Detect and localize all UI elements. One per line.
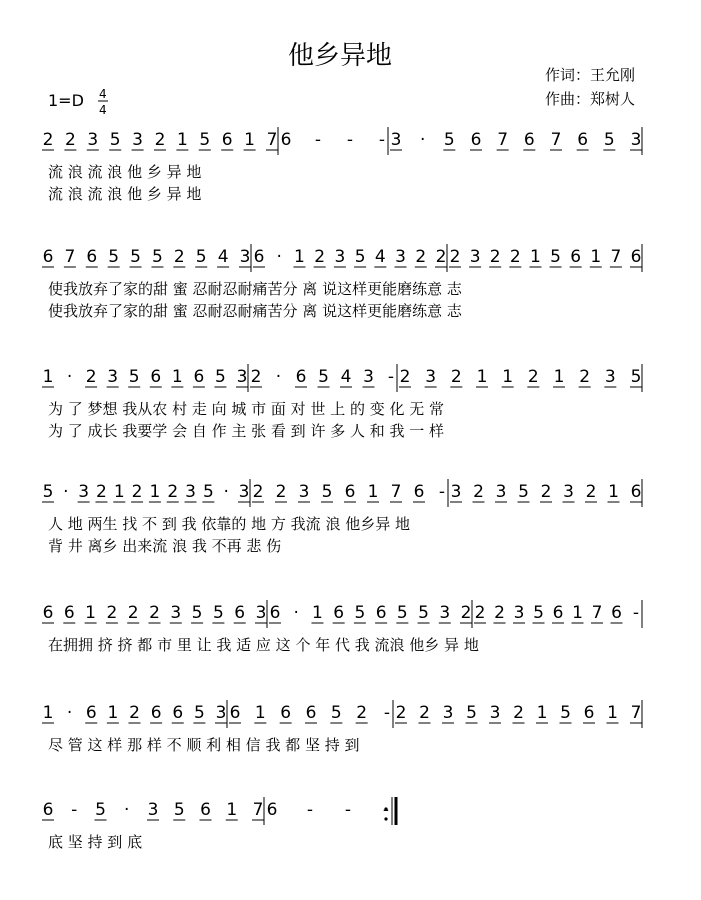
note-digit: 5 bbox=[418, 603, 429, 623]
note-digit: 3 bbox=[185, 482, 196, 502]
note-digit: 3 bbox=[239, 247, 251, 267]
note-digit: 4 bbox=[217, 247, 229, 267]
note-digit: 6 bbox=[200, 800, 211, 820]
note-digit: 5 bbox=[560, 703, 571, 723]
note-digit: 2 bbox=[356, 703, 368, 723]
note-digit: 1 bbox=[608, 482, 619, 502]
note-digit: 1 bbox=[171, 367, 183, 387]
note-digit: 7 bbox=[64, 247, 76, 267]
note-digit: 6 bbox=[234, 603, 246, 623]
note-digit: 2 bbox=[96, 482, 107, 502]
note-digit: 2 bbox=[527, 367, 539, 387]
note-digit: 3 bbox=[450, 482, 462, 502]
note-digit: 6 bbox=[295, 367, 307, 387]
note-digit: 3 bbox=[298, 482, 310, 502]
note-digit: 2 bbox=[585, 482, 597, 502]
note-digit: 7 bbox=[591, 603, 603, 623]
note-digit: 6 bbox=[42, 603, 54, 623]
note-digit: 2 bbox=[64, 130, 76, 150]
note-digit: 5 bbox=[173, 800, 185, 820]
dot-mark: · bbox=[223, 482, 229, 502]
note-digit: 3 bbox=[78, 482, 90, 502]
note-digit: 6 bbox=[269, 603, 281, 623]
dot-mark: · bbox=[419, 130, 426, 150]
note-digit: 6 bbox=[611, 603, 622, 623]
note-digit: 3 bbox=[439, 603, 451, 623]
note-digit: 6 bbox=[630, 482, 642, 502]
note-digit: 1 bbox=[113, 482, 125, 502]
note-digit: 2 bbox=[435, 247, 447, 267]
note-digit: 5 bbox=[202, 482, 214, 502]
note-digit: 3 bbox=[238, 482, 250, 502]
note-digit: 3 bbox=[513, 603, 525, 623]
note-digit: 2 bbox=[460, 603, 472, 623]
note-digit: 5 bbox=[321, 482, 333, 502]
note-digit: 3 bbox=[563, 482, 574, 502]
note-digit: 5 bbox=[212, 603, 224, 623]
lyric-line: 为 了 成长 我要学 会 自 作 主 张 看 到 许 多 人 和 我 一 样 bbox=[48, 422, 445, 440]
note-digit: 1 bbox=[502, 367, 514, 387]
note-digit: 7 bbox=[266, 130, 278, 150]
note-digit: 6 bbox=[552, 603, 564, 623]
note-digit: 5 bbox=[550, 247, 561, 267]
note-digit: 6 bbox=[305, 703, 317, 723]
note-dash: - bbox=[314, 130, 322, 150]
note-digit: 2 bbox=[513, 703, 524, 723]
note-digit: 6 bbox=[375, 603, 387, 623]
note-digit: 5 bbox=[195, 247, 207, 267]
note-digit: 2 bbox=[509, 247, 521, 267]
note-digit: 6 bbox=[583, 703, 595, 723]
note-digit: 1 bbox=[254, 703, 266, 723]
note-digit: 6 bbox=[470, 130, 482, 150]
note-digit: 1 bbox=[294, 247, 305, 267]
note-digit: 5 bbox=[215, 367, 226, 387]
note-digit: 5 bbox=[630, 367, 642, 387]
note-digit: 3 bbox=[425, 367, 437, 387]
note-digit: 6 bbox=[266, 800, 278, 820]
note-digit: 3 bbox=[604, 367, 616, 387]
note-digit: 2 bbox=[173, 247, 185, 267]
note-digit: 3 bbox=[442, 703, 454, 723]
note-digit: 4 bbox=[340, 367, 352, 387]
lyric-line: 为 了 梦想 我从农 村 走 向 城 市 面 对 世 上 的 变 化 无 常 bbox=[48, 400, 445, 418]
dot-mark: · bbox=[293, 603, 299, 623]
note-digit: 6 bbox=[221, 130, 233, 150]
note-dash: - bbox=[378, 130, 386, 150]
note-digit: 6 bbox=[570, 247, 582, 267]
lyric-line: 流 浪 流 浪 他 乡 异 地 bbox=[48, 163, 202, 181]
note-digit: 2 bbox=[85, 367, 97, 387]
note-dash: - bbox=[344, 800, 352, 820]
note-dash: - bbox=[306, 800, 314, 820]
note-digit: 2 bbox=[167, 482, 179, 502]
note-dash: - bbox=[383, 703, 391, 723]
note-digit: 2 bbox=[399, 367, 411, 387]
note-digit: 2 bbox=[275, 482, 287, 502]
note-dash: - bbox=[632, 603, 640, 623]
note-digit: 5 bbox=[108, 247, 120, 267]
note-digit: 2 bbox=[127, 603, 139, 623]
note-digit: 1 bbox=[42, 367, 54, 387]
key-signature: 1=D bbox=[48, 91, 84, 110]
lyric-line: 使我放弃了家的甜 蜜 忍耐忍耐痛苦分 离 说这样更能磨练意 志 bbox=[48, 302, 462, 320]
note-digit: 7 bbox=[252, 800, 264, 820]
note-digit: 3 bbox=[395, 247, 406, 267]
note-digit: 2 bbox=[129, 703, 140, 723]
note-digit: 2 bbox=[419, 703, 430, 723]
note-digit: 2 bbox=[395, 703, 407, 723]
note-digit: 6 bbox=[280, 130, 292, 150]
note-digit: 2 bbox=[450, 367, 462, 387]
note-digit: 1 bbox=[149, 482, 161, 502]
note-digit: 5 bbox=[466, 703, 477, 723]
note-digit: 7 bbox=[497, 130, 509, 150]
note-digit: 2 bbox=[314, 247, 326, 267]
note-digit: 1 bbox=[607, 703, 618, 723]
lyric-line: 人 地 两生 找 不 到 我 依靠的 地 方 我流 浪 他乡异 地 bbox=[48, 515, 410, 533]
note-digit: 1 bbox=[85, 603, 97, 623]
note-digit: 3 bbox=[495, 482, 507, 502]
note-digit: 6 bbox=[86, 247, 98, 267]
note-digit: 6 bbox=[253, 247, 265, 267]
note-digit: 1 bbox=[176, 130, 188, 150]
note-digit: 6 bbox=[85, 703, 97, 723]
note-digit: 7 bbox=[630, 703, 642, 723]
note-digit: 2 bbox=[489, 247, 501, 267]
lyricist-credit: 作词：王允刚 bbox=[545, 66, 636, 84]
note-dash: - bbox=[382, 800, 390, 820]
note-digit: 5 bbox=[199, 130, 211, 150]
note-digit: 6 bbox=[63, 603, 75, 623]
note-dash: - bbox=[387, 367, 395, 387]
note-digit: 3 bbox=[147, 800, 159, 820]
note-digit: 6 bbox=[413, 482, 425, 502]
lyric-line: 流 浪 流 浪 他 乡 异 地 bbox=[48, 185, 202, 203]
note-digit: 2 bbox=[106, 603, 118, 623]
note-digit: 6 bbox=[630, 247, 642, 267]
note-digit: 2 bbox=[540, 482, 552, 502]
note-digit: 3 bbox=[132, 130, 144, 150]
note-digit: 5 bbox=[443, 130, 455, 150]
note-digit: 5 bbox=[152, 247, 163, 267]
note-digit: 2 bbox=[252, 482, 264, 502]
note-digit: 6 bbox=[42, 800, 54, 820]
note-digit: 1 bbox=[312, 603, 323, 623]
note-digit: 3 bbox=[630, 130, 642, 150]
time-signature-bottom: 4 bbox=[99, 103, 107, 117]
note-digit: 7 bbox=[550, 130, 562, 150]
note-digit: 5 bbox=[109, 130, 121, 150]
note-digit: 1 bbox=[42, 703, 54, 723]
note-digit: 3 bbox=[363, 367, 374, 387]
note-digit: 5 bbox=[354, 603, 366, 623]
note-digit: 1 bbox=[244, 130, 256, 150]
note-digit: 2 bbox=[415, 247, 427, 267]
time-signature-top: 4 bbox=[99, 87, 107, 101]
note-digit: 3 bbox=[107, 367, 119, 387]
dot-mark: · bbox=[124, 800, 130, 820]
note-digit: 5 bbox=[42, 482, 54, 502]
note-dash: - bbox=[71, 800, 78, 820]
song-title: 他乡异地 bbox=[288, 41, 393, 71]
note-digit: 3 bbox=[236, 367, 248, 387]
note-digit: 2 bbox=[131, 482, 143, 502]
note-digit: 7 bbox=[610, 247, 622, 267]
note-digit: 6 bbox=[344, 482, 356, 502]
lyric-line: 在拥拥 挤 挤 都 市 里 让 我 适 应 这 个 年 代 我 流浪 他乡 异 地 bbox=[48, 636, 479, 654]
note-digit: 5 bbox=[533, 603, 544, 623]
note-digit: 6 bbox=[229, 703, 241, 723]
note-digit: 6 bbox=[193, 367, 205, 387]
note-digit: 3 bbox=[334, 247, 346, 267]
note-digit: 2 bbox=[579, 367, 591, 387]
note-digit: 5 bbox=[191, 603, 203, 623]
note-digit: 1 bbox=[572, 603, 583, 623]
note-digit: 2 bbox=[154, 130, 166, 150]
note-digit: 3 bbox=[87, 130, 99, 150]
note-digit: 1 bbox=[107, 703, 119, 723]
note-digit: 6 bbox=[333, 603, 345, 623]
note-digit: 2 bbox=[474, 603, 486, 623]
note-digit: 1 bbox=[367, 482, 379, 502]
dot-mark: · bbox=[66, 367, 73, 387]
dot-mark: · bbox=[276, 247, 282, 267]
note-digit: 1 bbox=[536, 703, 548, 723]
note-digit: 2 bbox=[250, 367, 262, 387]
note-digit: 6 bbox=[150, 703, 162, 723]
note-digit: 2 bbox=[449, 247, 461, 267]
dot-mark: · bbox=[275, 367, 282, 387]
note-digit: 5 bbox=[396, 603, 408, 623]
note-digit: 6 bbox=[523, 130, 535, 150]
note-digit: 1 bbox=[530, 247, 541, 267]
note-digit: 5 bbox=[128, 367, 140, 387]
note-digit: 5 bbox=[518, 482, 529, 502]
note-dash: - bbox=[346, 130, 354, 150]
note-digit: 3 bbox=[255, 603, 267, 623]
lyric-line: 尽 管 这 样 那 样 不 顺 利 相 信 我 都 坚 持 到 bbox=[48, 736, 360, 754]
lyric-line: 使我放弃了家的甜 蜜 忍耐忍耐痛苦分 离 说这样更能磨练意 志 bbox=[48, 280, 462, 298]
note-digit: 5 bbox=[130, 247, 141, 267]
note-digit: 3 bbox=[215, 703, 227, 723]
note-digit: 1 bbox=[590, 247, 602, 267]
note-digit: 6 bbox=[280, 703, 292, 723]
note-digit: 3 bbox=[390, 130, 402, 150]
note-digit: 4 bbox=[374, 247, 386, 267]
note-digit: 1 bbox=[553, 367, 565, 387]
note-digit: 5 bbox=[603, 130, 615, 150]
note-digit: 6 bbox=[150, 367, 162, 387]
note-digit: 6 bbox=[42, 247, 54, 267]
dot-mark: · bbox=[66, 703, 73, 723]
note-digit: 2 bbox=[473, 482, 484, 502]
note-digit: 5 bbox=[95, 800, 106, 820]
note-digit: 6 bbox=[577, 130, 589, 150]
note-digit: 5 bbox=[193, 703, 205, 723]
note-digit: 5 bbox=[330, 703, 342, 723]
note-digit: 3 bbox=[469, 247, 481, 267]
note-digit: 2 bbox=[42, 130, 54, 150]
note-digit: 2 bbox=[494, 603, 505, 623]
note-digit: 5 bbox=[318, 367, 329, 387]
lyric-line: 背 井 离乡 出来流 浪 我 不再 悲 伤 bbox=[48, 537, 282, 555]
note-digit: 3 bbox=[489, 703, 501, 723]
note-digit: 1 bbox=[476, 367, 488, 387]
note-digit: 1 bbox=[226, 800, 238, 820]
note-digit: 3 bbox=[170, 603, 182, 623]
note-digit: 7 bbox=[390, 482, 402, 502]
composer-credit: 作曲：郑树人 bbox=[545, 90, 636, 108]
lyric-line: 底 坚 持 到 底 bbox=[48, 833, 143, 851]
note-digit: 2 bbox=[149, 603, 160, 623]
note-digit: 5 bbox=[354, 247, 366, 267]
note-dash: - bbox=[438, 482, 446, 502]
note-digit: 6 bbox=[172, 703, 184, 723]
dot-mark: · bbox=[63, 482, 69, 502]
